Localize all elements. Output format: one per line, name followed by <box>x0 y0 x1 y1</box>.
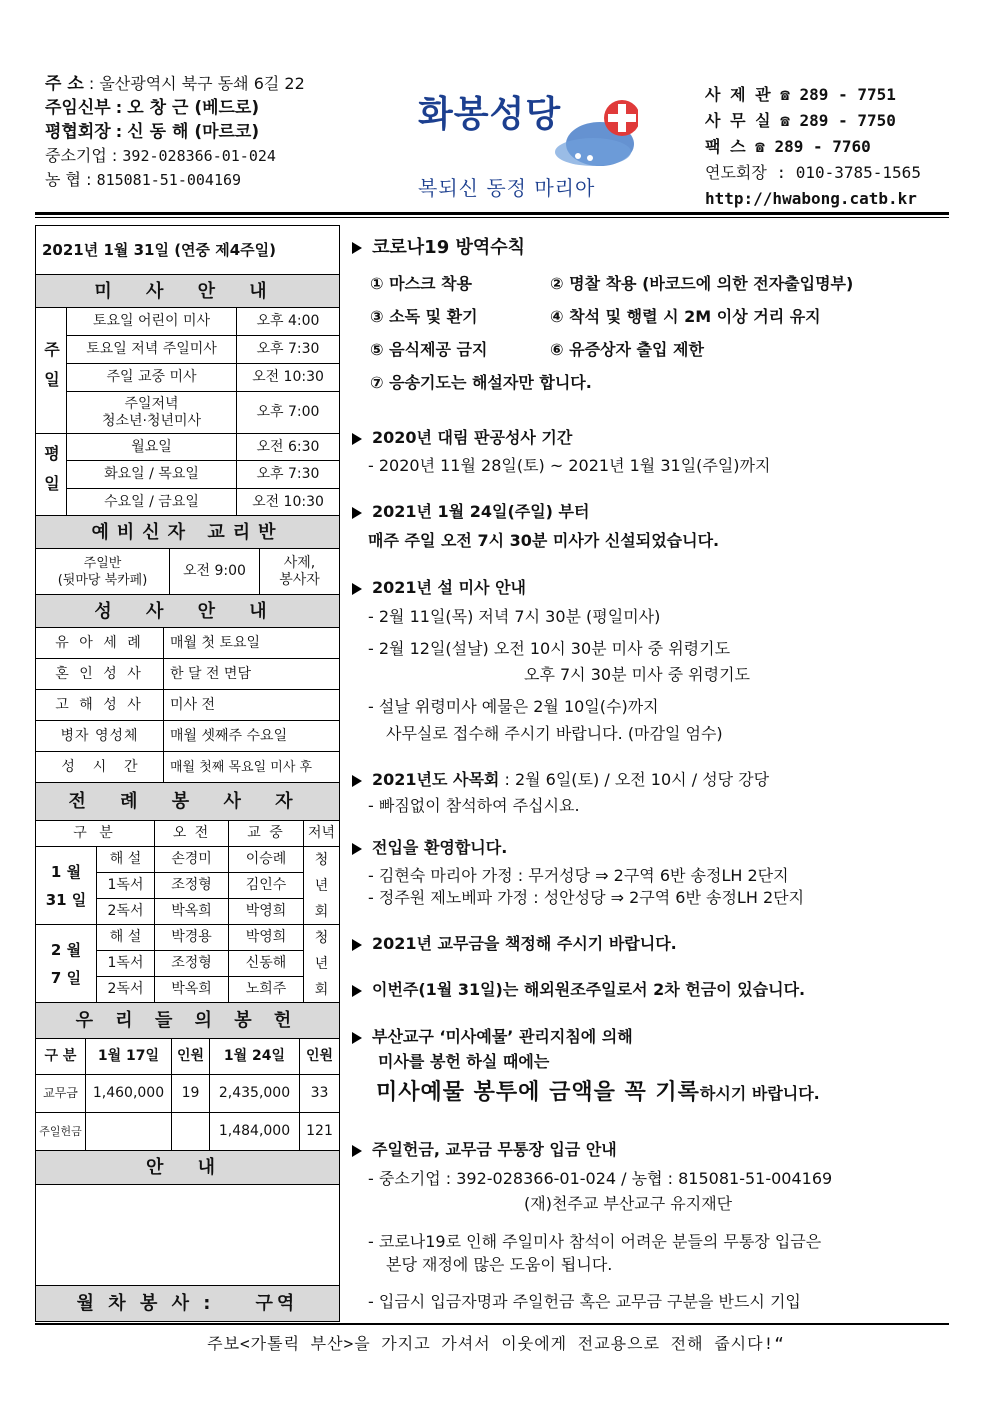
weekday-label: 평일 <box>36 434 67 516</box>
liturgy-head: 오 전 <box>155 821 229 847</box>
contact-info <box>705 82 921 212</box>
mass-name: 토요일 저녁 주일미사 <box>67 336 237 364</box>
offering-count: 121 <box>300 1113 339 1151</box>
liturgy-am: 박옥희 <box>155 899 229 925</box>
sacrament-when: 매월 첫째 목요일 미사 후 <box>164 752 339 783</box>
offering-head: 1월 24일 <box>210 1039 300 1075</box>
covid-rule: ④ 착석 및 행렬 시 2M 이상 거리 유지 <box>550 307 821 326</box>
mass-name: 토요일 어린이 미사 <box>67 308 237 336</box>
notice-body <box>36 1185 339 1286</box>
sacrament-name: 성 시 간 <box>36 752 164 783</box>
liturgy-date: 2 월 7 일 <box>36 925 97 1003</box>
offering-amount: 1,484,000 <box>210 1113 300 1151</box>
liturgy-role: 1독서 <box>97 951 155 977</box>
sacrament-when: 한 달 전 면담 <box>164 659 339 690</box>
sacrament-when: 매월 셋째주 수요일 <box>164 721 339 752</box>
notice-title: 안 내 <box>36 1151 339 1185</box>
header-rule-thin <box>35 217 949 218</box>
catechumen-class: 주일반 (뒷마당 북카페) <box>36 549 170 595</box>
bulletin-date: 2021년 1월 31일 (연중 제4주일) <box>36 226 339 275</box>
mass-time: 오후 7:30 <box>237 461 339 489</box>
covid-heading: 코로나19 방역수칙 <box>352 233 525 259</box>
mass-offering-line: 미사를 봉헌 하실 때에는 <box>378 1052 550 1071</box>
mass-time: 오후 7:30 <box>237 336 339 364</box>
liturgy-head: 구 분 <box>36 821 155 847</box>
website-link[interactable]: http://hwabong.catb.kr <box>705 189 917 208</box>
liturgy-main: 노희주 <box>229 977 304 1003</box>
bank-line: - 중소기업 : 392-028366-01-024 / 농협 : 815081-51-004169 <box>368 1169 833 1188</box>
sunday-label: 주일 <box>36 308 67 434</box>
covid-rule: ① 마스크 착용 <box>370 274 472 293</box>
offering-count: 33 <box>300 1075 339 1113</box>
liturgy-role: 해 설 <box>97 847 155 873</box>
bank-line: 본당 재정에 많은 도움이 됩니다. <box>386 1255 613 1274</box>
council-meeting-line: - 빠짐없이 참석하여 주십시요. <box>368 796 580 815</box>
covid-rule: ③ 소독 및 환기 <box>370 307 478 326</box>
covid-rule: ⑥ 유증상자 출입 제한 <box>550 340 704 359</box>
mass-name: 주일저녁 청소년·청년미사 <box>67 392 237 434</box>
indulgence-heading: 2020년 대림 판공성사 기간 <box>352 425 572 448</box>
offering-amount <box>86 1113 172 1151</box>
footer-text: 주보<가톨릭 부산>을 가지고 가셔서 이웃에게 전교용으로 전해 줍시다!“ <box>207 1334 785 1353</box>
bank1-row: 중소기업 : 392-028366-01-024 <box>45 146 276 165</box>
sacrament-when: 미사 전 <box>164 690 339 721</box>
liturgy-role: 2독서 <box>97 899 155 925</box>
second-collection: 이번주(1월 31일)는 해외원조주일로서 2차 헌금이 있습니다. <box>352 977 805 1000</box>
triangle-bullet-icon <box>352 242 362 254</box>
mass-time: 오후 7:00 <box>237 392 339 434</box>
fax-number: 팩 스 ☎ 289 - 7760 <box>705 137 871 156</box>
covid-rule: ⑦ 응송기도는 해설자만 합니다. <box>370 373 592 392</box>
bank2-row: 농 협 : 815081-51-004169 <box>45 170 242 189</box>
offering-head: 인원 <box>172 1039 210 1075</box>
catechumen-teacher: 사제, 봉사자 <box>260 549 339 595</box>
liturgy-am: 손경미 <box>155 847 229 873</box>
newyear-line: 오후 7시 30분 미사 중 위령기도 <box>524 665 750 684</box>
liturgy-am: 조정형 <box>155 951 229 977</box>
office-phone: 사 무 실 ☎ 289 - 7750 <box>705 111 896 130</box>
sacrament-name: 병자 영성체 <box>36 721 164 752</box>
newyear-line: 사무실로 접수해 주시기 바랍니다. (마감일 엄수) <box>386 724 723 743</box>
catechumen-time: 오전 9:00 <box>170 549 260 595</box>
mass-time: 오전 6:30 <box>237 434 339 461</box>
indulgence-line: - 2020년 11월 28일(토) ~ 2021년 1월 31일(주일)까지 <box>368 456 771 475</box>
mass-time: 오후 4:00 <box>237 308 339 336</box>
welcome-line: - 김현숙 마리아 가정 : 무거성당 ⇒ 2구역 6반 송정LH 2단지 <box>368 866 789 885</box>
offering-amount: 2,435,000 <box>210 1075 300 1113</box>
sacrament-name: 유 아 세 례 <box>36 628 164 659</box>
bank-line: - 입금시 입금자명과 주일헌금 혹은 교무금 구분을 반드시 기입 <box>368 1292 801 1311</box>
triangle-bullet-icon <box>352 433 362 445</box>
liturgy-role: 2독서 <box>97 977 155 1003</box>
liturgy-head: 저녁 <box>304 821 339 847</box>
tithe-heading: 2021년 교무금을 책정해 주시기 바랍니다. <box>352 931 677 954</box>
liturgy-main: 신동해 <box>229 951 304 977</box>
triangle-bullet-icon <box>352 775 362 787</box>
triangle-bullet-icon <box>352 1032 362 1044</box>
liturgy-main: 박영희 <box>229 925 304 951</box>
new-mass-heading: 2021년 1월 24일(주일) 부터 <box>352 499 589 522</box>
liturgy-evening: 청 년 회 <box>304 847 339 925</box>
triangle-bullet-icon <box>352 507 362 519</box>
offering-amount: 1,460,000 <box>86 1075 172 1113</box>
triangle-bullet-icon <box>352 985 362 997</box>
mass-time: 오전 10:30 <box>237 489 339 516</box>
header-rule <box>35 212 949 215</box>
bank-line: (재)천주교 부산교구 유지재단 <box>524 1194 733 1213</box>
liturgy-evening: 청 년 회 <box>304 925 339 1003</box>
bank-heading: 주일헌금, 교무금 무통장 입금 안내 <box>352 1137 617 1160</box>
council-meeting: 2021년도 사목회 : 2월 6일(토) / 오전 10시 / 성당 강당 <box>352 767 769 790</box>
church-patron: 복되신 동정 마리아 <box>418 176 596 200</box>
triangle-bullet-icon <box>352 843 362 855</box>
welcome-heading: 전입을 환영합니다. <box>352 835 507 858</box>
liturgy-head: 교 중 <box>229 821 304 847</box>
mass-offering-emphasis: 미사예물 봉투에 금액을 꼭 기록하시기 바랍니다. <box>376 1080 820 1105</box>
mass-name: 월요일 <box>67 434 237 461</box>
offering-head: 구 분 <box>36 1039 86 1075</box>
liturgy-main: 이승례 <box>229 847 304 873</box>
newyear-heading: 2021년 설 미사 안내 <box>352 575 526 598</box>
church-logo-icon <box>548 96 638 176</box>
offering-head: 1월 17일 <box>86 1039 172 1075</box>
welcome-line: - 정주원 제노베파 가정 : 성안성당 ⇒ 2구역 6반 송정LH 2단지 <box>368 888 805 907</box>
pastor-row: 주임신부 : 오 창 근 (베드로) <box>45 98 260 118</box>
offering-count <box>172 1113 210 1151</box>
triangle-bullet-icon <box>352 583 362 595</box>
newyear-line: - 설날 위령미사 예물은 2월 10일(수)까지 <box>368 697 659 716</box>
mass-section-title: 미 사 안 내 <box>36 275 339 308</box>
mass-name: 수요일 / 금요일 <box>67 489 237 516</box>
sacrament-title: 성 사 안 내 <box>36 595 339 628</box>
covid-rule: ② 명찰 착용 (바코드에 의한 전자출입명부) <box>550 274 854 293</box>
footer-rule <box>35 1323 949 1325</box>
new-mass-line: 매주 주일 오전 7시 30분 미사가 신설되었습니다. <box>368 531 720 550</box>
liturgy-main: 박영희 <box>229 899 304 925</box>
liturgy-role: 1독서 <box>97 873 155 899</box>
offering-head: 인원 <box>300 1039 339 1075</box>
mass-name: 화요일 / 목요일 <box>67 461 237 489</box>
catechumen-title: 예비신자 교리반 <box>36 516 339 549</box>
sacrament-when: 매월 첫 토요일 <box>164 628 339 659</box>
sacrament-name: 혼 인 성 사 <box>36 659 164 690</box>
liturgy-title: 전 례 봉 사 자 <box>36 783 339 821</box>
offering-type: 주일헌금 <box>36 1113 86 1151</box>
offering-type: 교무금 <box>36 1075 86 1113</box>
sacrament-name: 고 해 성 사 <box>36 690 164 721</box>
monthly-service: 월 차 봉 사 : 구역 <box>36 1286 339 1321</box>
mass-offering-heading: 부산교구 ‘미사예물’ 관리지침에 의해 <box>352 1024 633 1047</box>
mass-time: 오전 10:30 <box>237 364 339 392</box>
newyear-line: - 2월 12일(설날) 오전 10시 30분 미사 중 위령기도 <box>368 639 731 658</box>
church-name: 화봉성당 <box>418 94 562 135</box>
rectory-phone: 사 제 관 ☎ 289 - 7751 <box>705 85 896 104</box>
triangle-bullet-icon <box>352 1145 362 1157</box>
liturgy-am: 박경용 <box>155 925 229 951</box>
header-info <box>45 72 305 192</box>
bank-line: - 코로나19로 인해 주일미사 참석이 어려운 분들의 무통장 입금은 <box>368 1232 822 1251</box>
liturgy-main: 김인수 <box>229 873 304 899</box>
left-column <box>35 225 340 1322</box>
liturgy-date: 1 월 31 일 <box>36 847 97 925</box>
offering-count: 19 <box>172 1075 210 1113</box>
liturgy-role: 해 설 <box>97 925 155 951</box>
mass-name: 주일 교중 미사 <box>67 364 237 392</box>
address-row: 주 소 : 울산광역시 북구 동쇄 6길 22 <box>45 74 305 94</box>
triangle-bullet-icon <box>352 939 362 951</box>
covid-rule: ⑤ 음식제공 금지 <box>370 340 488 359</box>
offering-title: 우 리 들 의 봉 헌 <box>36 1003 339 1039</box>
liturgy-am: 조정형 <box>155 873 229 899</box>
youth-phone: 연도회장 : 010-3785-1565 <box>705 163 921 182</box>
council-row: 평협회장 : 신 동 해 (마르코) <box>45 122 260 142</box>
liturgy-am: 박옥희 <box>155 977 229 1003</box>
newyear-line: - 2월 11일(목) 저녁 7시 30분 (평일미사) <box>368 607 661 626</box>
